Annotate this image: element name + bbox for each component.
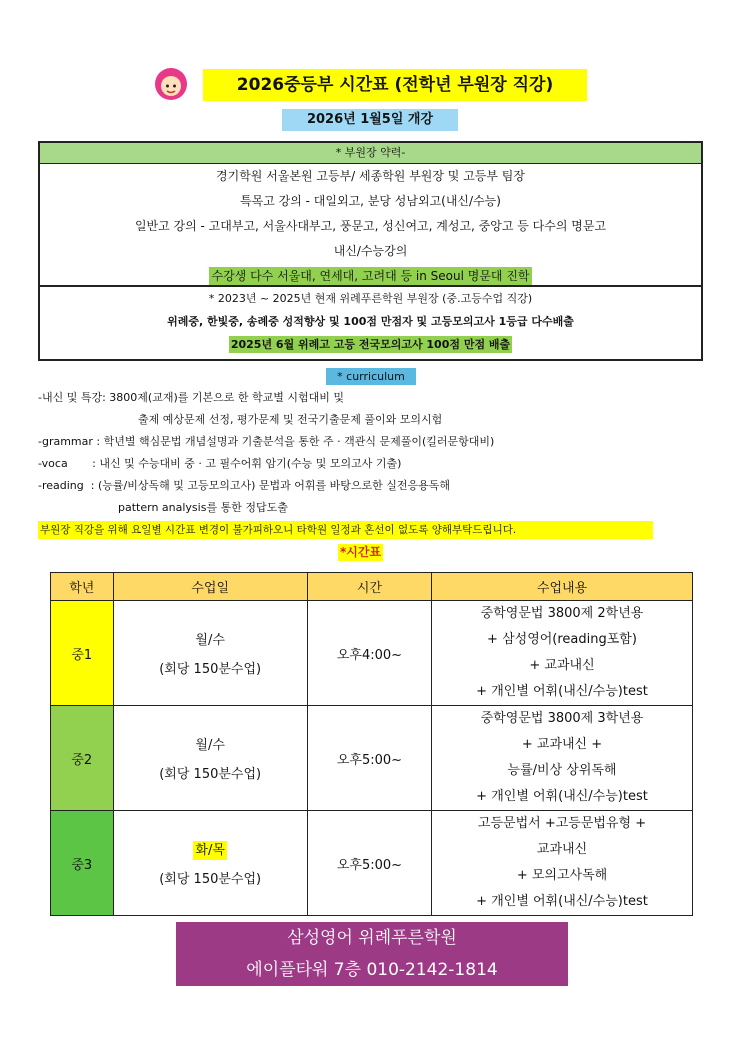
col-header-time: 시간 (307, 573, 431, 601)
grade-cell: 중2 (51, 706, 114, 811)
content-line: + 삼성영어(reading포함) (487, 632, 637, 647)
footer-banner (176, 922, 568, 986)
curriculum-line: -grammar : 학년별 핵심문법 개념설명과 기출분석을 통한 주 · 객관식 문제풀이(킬러문항대비) (38, 435, 495, 448)
content-cell (432, 706, 693, 811)
table-row (51, 706, 693, 811)
profile-box (38, 141, 703, 287)
curriculum-line: -내신 및 특강: 3800제(교재)를 기본으로 한 학교별 시험대비 및 (38, 391, 344, 404)
days-cell (113, 811, 307, 916)
days-cell (113, 601, 307, 706)
schedule-label: *시간표 (340, 545, 382, 559)
days-text: 화/목 (195, 843, 225, 858)
duration-text: (회당 150분수업) (159, 662, 262, 677)
content-line: + 개인별 어휘(내신/수능)test (476, 789, 648, 804)
content-line: + 개인별 어휘(내신/수능)test (476, 894, 648, 909)
curriculum-line: -voca : 내신 및 수능대비 중 · 고 필수어휘 암기(수능 및 모의고사 기출) (38, 457, 402, 470)
table-header-row (51, 573, 693, 601)
time-cell: 오후4:00~ (307, 601, 431, 706)
content-line: 고등문법서 +고등문법유형 + (477, 816, 647, 831)
content-line: + 교과내신 (529, 658, 595, 673)
table-row (51, 601, 693, 706)
profile-line: 특목고 강의 - 대일외고, 분당 성남외고(내신/수능) (240, 194, 501, 208)
content-line: 중학영문법 3800제 2학년용 (480, 606, 644, 621)
curriculum-line: 출제 예상문제 선정, 평가문제 및 전국기출문제 풀이와 모의시험 (138, 413, 443, 426)
avatar-icon (153, 66, 189, 102)
page-title: 2026중등부 시간표 (전학년 부원장 직강) (203, 69, 587, 101)
profile-line: 경기학원 서울본원 고등부/ 세종학원 부원장 및 고등부 팀장 (216, 169, 525, 183)
content-line: + 교과내신 + (521, 737, 603, 752)
curriculum-line: pattern analysis를 통한 정답도출 (118, 501, 288, 514)
table-row (51, 811, 693, 916)
current-box (38, 287, 703, 361)
opening-date: 2026년 1월5일 개강 (282, 109, 458, 131)
content-line: + 모의고사독해 (516, 868, 608, 883)
col-header-content: 수업내용 (432, 573, 693, 601)
curriculum-list (38, 387, 718, 519)
content-cell (432, 811, 693, 916)
col-header-days: 수업일 (113, 573, 307, 601)
content-cell (432, 601, 693, 706)
schedule-table (50, 572, 693, 916)
content-line: 중학영문법 3800제 3학년용 (480, 711, 644, 726)
content-line: 능률/비상 상위독해 (507, 763, 617, 778)
achievement-highlight: 2025년 6월 위례고 고등 전국모의고사 100점 만점 배출 (230, 338, 511, 351)
duration-text: (회당 150분수업) (159, 767, 262, 782)
achievement-line: 위례중, 한빛중, 송례중 성적향상 및 100점 만점자 및 고등모의고사 1등급 다수배출 (167, 315, 574, 328)
curriculum-label: * curriculum (326, 368, 416, 385)
content-line: 교과내신 (536, 842, 588, 857)
profile-highlight: 수강생 다수 서울대, 연세대, 고려대 등 in Seoul 명문대 진학 (211, 269, 530, 283)
content-line: + 개인별 어휘(내신/수능)test (476, 684, 648, 699)
col-header-grade: 학년 (51, 573, 114, 601)
grade-cell: 중1 (51, 601, 114, 706)
time-cell: 오후5:00~ (307, 811, 431, 916)
days-cell (113, 706, 307, 811)
curriculum-line: -reading : (능률/비상독해 및 고등모의고사) 문법과 어휘를 바탕으로한 실전응용독해 (38, 479, 450, 492)
notice: 부원장 직강을 위해 요일별 시간표 변경이 불가피하오니 타학원 일정과 혼선이 없도록 양해부탁드립니다. (38, 521, 653, 539)
duration-text: (회당 150분수업) (159, 872, 262, 887)
academy-contact: 에이플타워 7층 010-2142-1814 (246, 960, 498, 980)
profile-line: 내신/수능강의 (333, 244, 408, 258)
days-text: 월/수 (195, 633, 225, 648)
profile-line: 일반고 강의 - 고대부고, 서울사대부고, 풍문고, 성신여고, 계성고, 중앙고 등 다수의 명문고 (134, 219, 607, 233)
profile-heading: * 부원장 약력- (40, 143, 701, 164)
academy-name: 삼성영어 위례푸른학원 (287, 928, 457, 948)
grade-cell: 중3 (51, 811, 114, 916)
current-line: * 2023년 ~ 2025년 현재 위례푸른학원 부원장 (중.고등수업 직강) (208, 292, 533, 305)
time-cell: 오후5:00~ (307, 706, 431, 811)
days-text: 월/수 (195, 738, 225, 753)
